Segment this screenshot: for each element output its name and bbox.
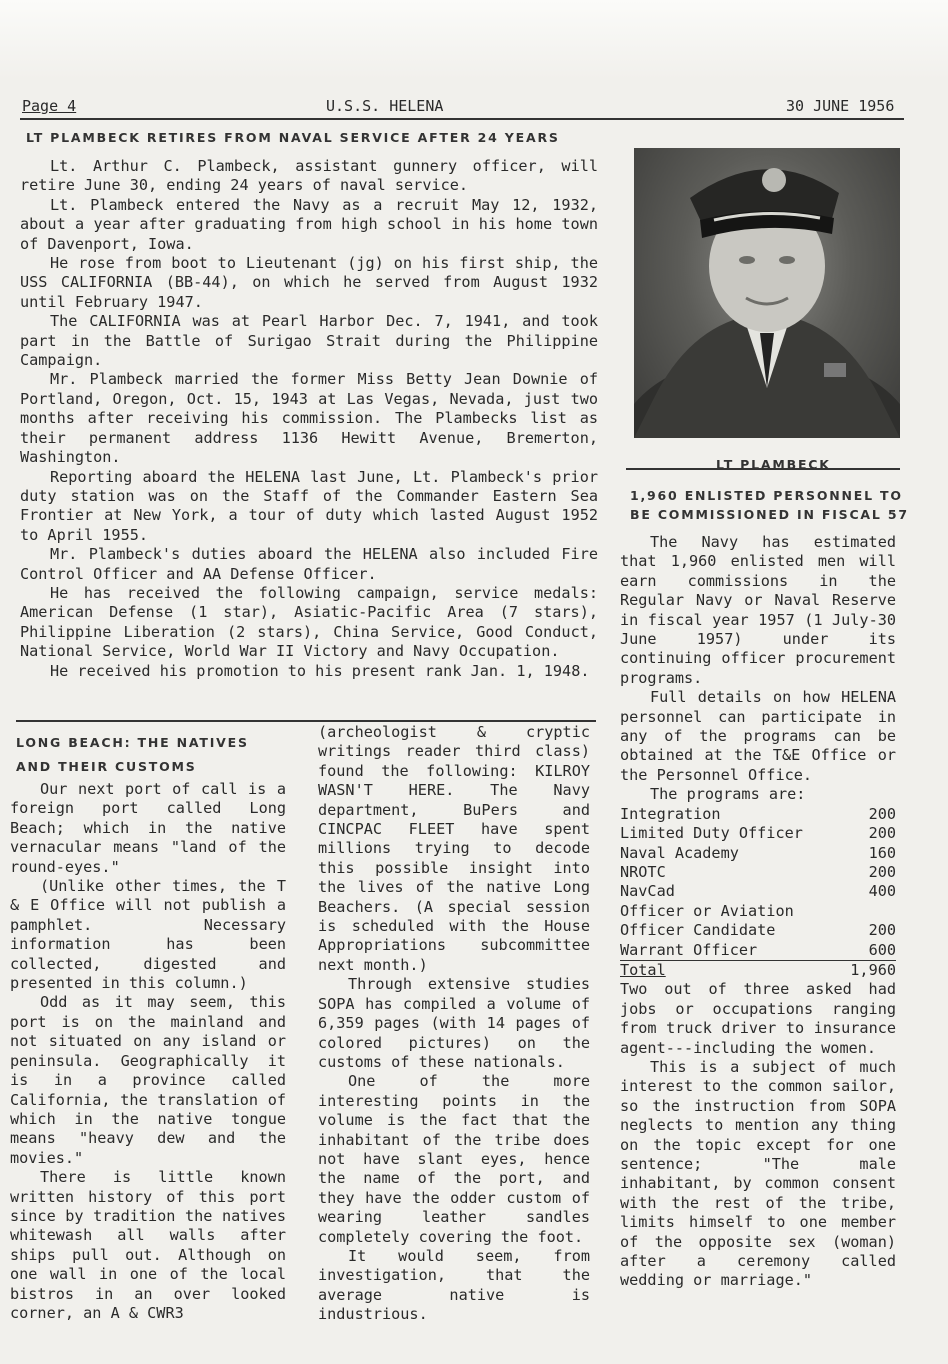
section-divider bbox=[16, 720, 596, 722]
longbeach-paragraph: It would seem, from investigation, that the average native is industrious. bbox=[318, 1246, 590, 1324]
longbeach-paragraph: (archeologist & cryptic writings reader third class) found the following: KILROY WASN'T HERE. The Navy department, BuPers and CINCPAC FLEET have spent millions trying to decode this possible insight into the lives of the native Long Beachers. (A special session is scheduled with the House Appropriations subcommittee next month.) bbox=[318, 723, 590, 974]
header-rule bbox=[20, 118, 904, 120]
longbeach-paragraph: Our next port of call is a foreign port called Long Beach; which in the native vernacular means "land of the round-eyes." bbox=[10, 780, 286, 876]
retire-paragraph: Reporting aboard the HELENA last June, Lt. Plambeck's prior duty station was on the Staff of the Commander Eastern Sea Frontier at New York, a tour of duty which lasted August 1952 to April 1955. bbox=[20, 467, 598, 544]
commission-article bbox=[620, 533, 896, 1291]
photo-caption: LT PLAMBECK bbox=[716, 457, 831, 472]
commission-paragraph: Full details on how HELENA personnel can participate in any of the programs can be obtained at the T&E Office or the Personnel Office. bbox=[620, 688, 896, 784]
retire-headline: LT PLAMBECK RETIRES FROM NAVAL SERVICE AFTER 24 YEARS bbox=[26, 130, 560, 145]
retire-paragraph: The CALIFORNIA was at Pearl Harbor Dec. 7, 1941, and took part in the Battle of Surigao Strait during the Philippine Campaign. bbox=[20, 312, 598, 370]
longbeach-column-2 bbox=[318, 723, 590, 1325]
program-count: 200 bbox=[868, 824, 896, 843]
program-row bbox=[620, 805, 896, 824]
longbeach-paragraph: One of the more interesting points in the volume is the fact that the inhabitant of the tribe does not have slant eyes, hence the name of the port, and they have the odder custom of wearing leather sandles completely covering the foot. bbox=[318, 1072, 590, 1246]
longbeach-paragraph: Odd as it may seem, this port is on the mainland and not situated on any island or peninsula. Geographically it is in a province called California, the translation of which in the native tongue means "heavy dew and the movies." bbox=[10, 993, 286, 1167]
publication-name: U.S.S. HELENA bbox=[326, 97, 444, 115]
page-top-fade bbox=[0, 0, 948, 80]
total-label: Total bbox=[620, 960, 841, 980]
commission-headline-1: 1,960 ENLISTED PERSONNEL TO bbox=[630, 488, 903, 503]
program-name: Naval Academy bbox=[620, 843, 739, 862]
officer-portrait bbox=[634, 148, 900, 438]
program-count: 160 bbox=[868, 843, 896, 862]
program-row bbox=[620, 941, 896, 961]
program-count: 200 bbox=[868, 804, 896, 823]
programs-intro: The programs are: bbox=[650, 785, 806, 804]
program-name: Officer or Aviation bbox=[620, 901, 794, 920]
program-name: Integration bbox=[620, 804, 721, 823]
commission-paragraph: The Navy has estimated that 1,960 enlisted men will earn commissions in the Regular Navy or Naval Reserve in fiscal year 1957 (1 July-30 June 1957) under its continuing officer procurement programs. bbox=[620, 533, 896, 687]
retire-paragraph: Mr. Plambeck married the former Miss Betty Jean Downie of Portland, Oregon, Oct. 15, 1943 at Las Vegas, Nevada, just two months after receiving his commission. The Plambecks list as their permanent address 1136 Hewitt Avenue, Bremerton, Washington. bbox=[20, 370, 598, 467]
program-count: 200 bbox=[868, 921, 896, 940]
retire-paragraph: Mr. Plambeck's duties aboard the HELENA also included Fire Control Officer and AA Defense Officer. bbox=[20, 545, 598, 583]
retire-paragraph: He received his promotion to his present rank Jan. 1, 1948. bbox=[50, 661, 590, 680]
program-name: Limited Duty Officer bbox=[620, 824, 803, 843]
longbeach-headline-1: LONG BEACH: THE NATIVES bbox=[16, 735, 249, 750]
commission-paragraph: Two out of three asked had jobs or occupations ranging from truck driver to insurance agent---including the women. bbox=[620, 980, 896, 1057]
longbeach-headline-2: AND THEIR CUSTOMS bbox=[16, 759, 197, 774]
program-row bbox=[620, 882, 896, 901]
longbeach-paragraph: (Unlike other times, the T & E Office will not publish a pamphlet. Necessary information has been collected, digested and presented in this column.) bbox=[10, 877, 286, 993]
program-count: 200 bbox=[868, 862, 896, 881]
program-name: Warrant Officer bbox=[620, 940, 758, 959]
program-name: NavCad bbox=[620, 882, 675, 901]
program-count: 600 bbox=[868, 940, 896, 959]
longbeach-column-1 bbox=[10, 780, 286, 1323]
retire-paragraph: He has received the following campaign, service medals: American Defense (1 star), Asiatic-Pacific Area (7 stars), Philippine Liberation (2 stars), China Service, Good Conduct, National Service, World War II Victory and Navy Occupation. bbox=[20, 583, 598, 661]
commission-paragraph: This is a subject of much interest to the common sailor, so the instruction from SOPA neglects to mention any thing on the topic except for one sentence; "The male inhabitant, by common consent with the rest of the tribe, limits himself to one member of the opposite sex (woman) after a ceremony called wedding or marriage." bbox=[620, 1057, 896, 1290]
total-row bbox=[620, 960, 896, 980]
program-count bbox=[841, 902, 896, 921]
retire-article bbox=[20, 157, 598, 681]
program-count: 400 bbox=[868, 882, 896, 901]
program-name: NROTC bbox=[620, 862, 666, 881]
programs-table bbox=[620, 805, 896, 981]
program-row bbox=[620, 902, 896, 921]
program-row bbox=[620, 863, 896, 882]
page-number: Page 4 bbox=[22, 97, 77, 115]
retire-paragraph: He rose from boot to Lieutenant (jg) on his first ship, the USS CALIFORNIA (BB-44), on which he served from August 1932 until February 1947. bbox=[20, 254, 598, 311]
program-row bbox=[620, 844, 896, 863]
longbeach-paragraph: Through extensive studies SOPA has compiled a volume of 6,359 pages (with 14 pages of colored pictures) on the customs of these nationals. bbox=[318, 975, 590, 1071]
total-value: 1,960 bbox=[841, 960, 896, 980]
issue-date: 30 JUNE 1956 bbox=[786, 97, 895, 115]
retire-paragraph: Lt. Arthur C. Plambeck, assistant gunnery officer, will retire June 30, ending 24 years of naval service. bbox=[20, 157, 598, 195]
retire-paragraph: Lt. Plambeck entered the Navy as a recruit May 12, 1932, about a year after graduating from high school in his home town of Davenport, Iowa. bbox=[20, 195, 598, 253]
program-row bbox=[620, 921, 896, 940]
commission-headline-2: BE COMMISSIONED IN FISCAL 57 bbox=[630, 507, 909, 522]
program-row bbox=[620, 824, 896, 843]
longbeach-paragraph: There is little known written history of this port since by tradition the natives whitewash all walls after ships pull out. Although on one wall in one of the local bistros in an over looked corner, an A & CWR3 bbox=[10, 1168, 286, 1322]
program-name: Officer Candidate bbox=[620, 921, 776, 940]
portrait-illustration bbox=[634, 148, 900, 438]
